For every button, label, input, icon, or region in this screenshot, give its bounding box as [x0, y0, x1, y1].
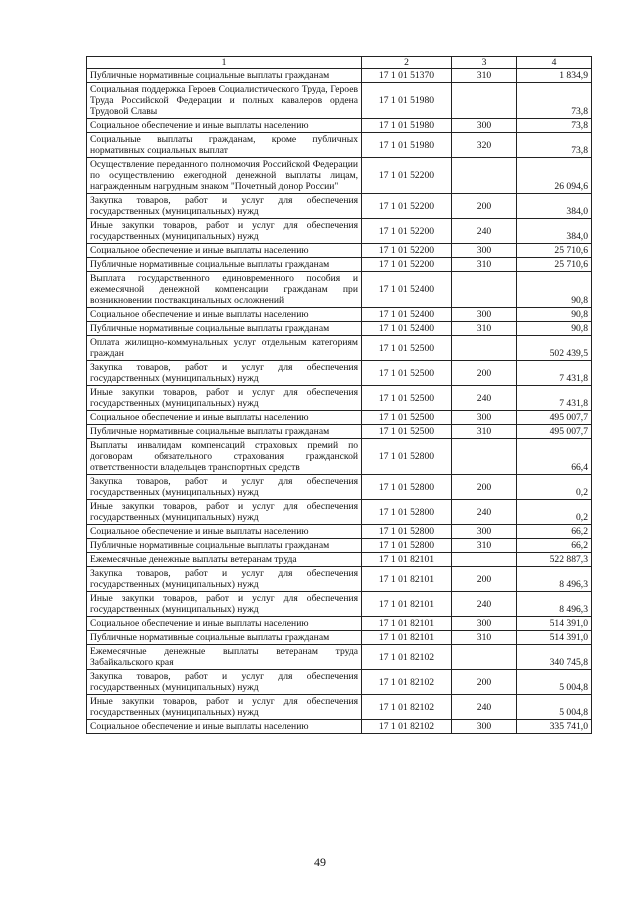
budget-table	[86, 56, 592, 734]
row-name: Закупка товаров, работ и услуг для обеспечения государственных (муниципальных) нужд	[87, 567, 362, 592]
row-name: Закупка товаров, работ и услуг для обеспечения государственных (муниципальных) нужд	[87, 670, 362, 695]
table-row	[87, 258, 592, 272]
row-expense-type: 200	[452, 567, 517, 592]
row-amount: 8 496,3	[517, 592, 592, 617]
row-expense-type	[452, 439, 517, 475]
row-name: Социальное обеспечение и иные выплаты населению	[87, 308, 362, 322]
row-code: 17 1 01 51980	[362, 133, 452, 158]
table-row	[87, 553, 592, 567]
row-amount: 0,2	[517, 500, 592, 525]
row-expense-type: 300	[452, 308, 517, 322]
row-code: 17 1 01 82101	[362, 567, 452, 592]
row-expense-type: 240	[452, 695, 517, 720]
table-row	[87, 322, 592, 336]
row-expense-type: 310	[452, 631, 517, 645]
row-amount: 90,8	[517, 322, 592, 336]
row-expense-type: 310	[452, 539, 517, 553]
row-expense-type: 300	[452, 720, 517, 734]
row-amount: 495 007,7	[517, 411, 592, 425]
table-row	[87, 425, 592, 439]
row-amount: 502 439,5	[517, 336, 592, 361]
row-code: 17 1 01 82101	[362, 592, 452, 617]
row-code: 17 1 01 52800	[362, 475, 452, 500]
row-expense-type: 320	[452, 133, 517, 158]
row-code: 17 1 01 82102	[362, 670, 452, 695]
row-code: 17 1 01 52500	[362, 336, 452, 361]
table-row	[87, 645, 592, 670]
table-row	[87, 272, 592, 308]
row-amount: 495 007,7	[517, 425, 592, 439]
row-name: Социальное обеспечение и иные выплаты населению	[87, 525, 362, 539]
row-name: Иные закупки товаров, работ и услуг для обеспечения государственных (муниципальных) нужд	[87, 500, 362, 525]
row-code: 17 1 01 82101	[362, 631, 452, 645]
row-code: 17 1 01 82102	[362, 645, 452, 670]
row-name: Социальное обеспечение и иные выплаты населению	[87, 244, 362, 258]
row-code: 17 1 01 52200	[362, 194, 452, 219]
table-row	[87, 83, 592, 119]
row-code: 17 1 01 52200	[362, 258, 452, 272]
table-row	[87, 386, 592, 411]
row-expense-type	[452, 83, 517, 119]
row-expense-type: 300	[452, 617, 517, 631]
row-amount: 7 431,8	[517, 386, 592, 411]
row-amount: 335 741,0	[517, 720, 592, 734]
table-row	[87, 695, 592, 720]
row-name: Выплата государственного единовременного пособия и ежемесячной денежной компенсации гражданам при возникновении поствакцинальных осложнений	[87, 272, 362, 308]
row-amount: 90,8	[517, 308, 592, 322]
row-expense-type: 240	[452, 500, 517, 525]
row-amount: 73,8	[517, 119, 592, 133]
table-row	[87, 194, 592, 219]
row-expense-type: 200	[452, 670, 517, 695]
table-row	[87, 567, 592, 592]
table-row	[87, 219, 592, 244]
row-expense-type: 200	[452, 194, 517, 219]
row-amount: 73,8	[517, 83, 592, 119]
row-name: Осуществление переданного полномочия Российской Федерации по осуществлению ежегодной денежной выплаты лицам, награжденным нагрудным знаком "Почетный донор России"	[87, 158, 362, 194]
row-amount: 25 710,6	[517, 244, 592, 258]
row-amount: 514 391,0	[517, 617, 592, 631]
row-expense-type: 240	[452, 592, 517, 617]
row-code: 17 1 01 51980	[362, 119, 452, 133]
table-row	[87, 308, 592, 322]
row-amount: 66,4	[517, 439, 592, 475]
row-expense-type: 300	[452, 119, 517, 133]
row-name: Ежемесячные денежные выплаты ветеранам труда	[87, 553, 362, 567]
row-name: Закупка товаров, работ и услуг для обеспечения государственных (муниципальных) нужд	[87, 194, 362, 219]
row-expense-type	[452, 336, 517, 361]
row-expense-type: 240	[452, 219, 517, 244]
table-row	[87, 411, 592, 425]
table-row	[87, 69, 592, 83]
row-name: Выплаты инвалидам компенсаций страховых премий по договорам обязательного страхования гражданской ответственности владельцев транспортных средств	[87, 439, 362, 475]
row-amount: 514 391,0	[517, 631, 592, 645]
row-expense-type: 240	[452, 386, 517, 411]
header-col-1: 1	[87, 57, 362, 69]
table-row	[87, 133, 592, 158]
table-row	[87, 539, 592, 553]
header-col-2: 2	[362, 57, 452, 69]
row-amount: 73,8	[517, 133, 592, 158]
table-row	[87, 336, 592, 361]
table-row	[87, 525, 592, 539]
table-row	[87, 158, 592, 194]
table-row	[87, 119, 592, 133]
row-amount: 25 710,6	[517, 258, 592, 272]
row-amount: 0,2	[517, 475, 592, 500]
row-code: 17 1 01 52500	[362, 361, 452, 386]
row-amount: 5 004,8	[517, 695, 592, 720]
header-col-3: 3	[452, 57, 517, 69]
row-amount: 8 496,3	[517, 567, 592, 592]
table-body	[87, 69, 592, 734]
row-amount: 340 745,8	[517, 645, 592, 670]
row-name: Иные закупки товаров, работ и услуг для обеспечения государственных (муниципальных) нужд	[87, 592, 362, 617]
row-code: 17 1 01 52200	[362, 219, 452, 244]
row-name: Оплата жилищно-коммунальных услуг отдельным категориям граждан	[87, 336, 362, 361]
row-name: Социальное обеспечение и иные выплаты населению	[87, 411, 362, 425]
row-amount: 384,0	[517, 194, 592, 219]
row-code: 17 1 01 52800	[362, 439, 452, 475]
row-code: 17 1 01 52800	[362, 525, 452, 539]
row-expense-type: 310	[452, 322, 517, 336]
row-code: 17 1 01 51980	[362, 83, 452, 119]
row-expense-type: 200	[452, 475, 517, 500]
row-code: 17 1 01 52500	[362, 425, 452, 439]
row-code: 17 1 01 52400	[362, 322, 452, 336]
row-code: 17 1 01 52400	[362, 272, 452, 308]
row-expense-type: 300	[452, 244, 517, 258]
row-code: 17 1 01 52200	[362, 244, 452, 258]
row-amount: 7 431,8	[517, 361, 592, 386]
row-amount: 5 004,8	[517, 670, 592, 695]
row-name: Социальное обеспечение и иные выплаты населению	[87, 119, 362, 133]
table-row	[87, 244, 592, 258]
row-code: 17 1 01 82102	[362, 720, 452, 734]
row-amount: 1 834,9	[517, 69, 592, 83]
row-name: Социальное обеспечение и иные выплаты населению	[87, 617, 362, 631]
row-expense-type	[452, 553, 517, 567]
row-amount: 384,0	[517, 219, 592, 244]
row-amount: 90,8	[517, 272, 592, 308]
row-amount: 66,2	[517, 539, 592, 553]
row-name: Социальные выплаты гражданам, кроме публичных нормативных социальных выплат	[87, 133, 362, 158]
row-name: Публичные нормативные социальные выплаты гражданам	[87, 322, 362, 336]
row-code: 17 1 01 52400	[362, 308, 452, 322]
page-number: 49	[314, 855, 326, 869]
row-code: 17 1 01 52200	[362, 158, 452, 194]
header-row	[87, 57, 592, 69]
table-row	[87, 500, 592, 525]
table-row	[87, 631, 592, 645]
row-amount: 522 887,3	[517, 553, 592, 567]
row-code: 17 1 01 52800	[362, 500, 452, 525]
row-name: Иные закупки товаров, работ и услуг для обеспечения государственных (муниципальных) нужд	[87, 386, 362, 411]
row-name: Публичные нормативные социальные выплаты гражданам	[87, 539, 362, 553]
table-row	[87, 617, 592, 631]
row-expense-type: 310	[452, 258, 517, 272]
table-row	[87, 720, 592, 734]
row-code: 17 1 01 51370	[362, 69, 452, 83]
row-name: Публичные нормативные социальные выплаты гражданам	[87, 425, 362, 439]
row-expense-type: 200	[452, 361, 517, 386]
row-name: Социальное обеспечение и иные выплаты населению	[87, 720, 362, 734]
row-expense-type	[452, 158, 517, 194]
row-amount: 66,2	[517, 525, 592, 539]
row-code: 17 1 01 52500	[362, 411, 452, 425]
row-name: Закупка товаров, работ и услуг для обеспечения государственных (муниципальных) нужд	[87, 361, 362, 386]
row-name: Публичные нормативные социальные выплаты гражданам	[87, 258, 362, 272]
row-name: Иные закупки товаров, работ и услуг для обеспечения государственных (муниципальных) нужд	[87, 219, 362, 244]
table-row	[87, 670, 592, 695]
row-expense-type	[452, 645, 517, 670]
table-row	[87, 592, 592, 617]
row-name: Публичные нормативные социальные выплаты гражданам	[87, 631, 362, 645]
header-col-4: 4	[517, 57, 592, 69]
row-expense-type: 310	[452, 425, 517, 439]
row-name: Иные закупки товаров, работ и услуг для обеспечения государственных (муниципальных) нужд	[87, 695, 362, 720]
row-name: Социальная поддержка Героев Социалистического Труда, Героев Труда Российской Федерации и полных кавалеров ордена Трудовой Славы	[87, 83, 362, 119]
row-name: Публичные нормативные социальные выплаты гражданам	[87, 69, 362, 83]
row-expense-type: 310	[452, 69, 517, 83]
row-name: Ежемесячные денежные выплаты ветеранам труда Забайкальского края	[87, 645, 362, 670]
row-code: 17 1 01 82101	[362, 617, 452, 631]
row-code: 17 1 01 52800	[362, 539, 452, 553]
row-code: 17 1 01 52500	[362, 386, 452, 411]
row-expense-type: 300	[452, 411, 517, 425]
table-row	[87, 361, 592, 386]
row-expense-type: 300	[452, 525, 517, 539]
row-code: 17 1 01 82102	[362, 695, 452, 720]
table-row	[87, 475, 592, 500]
row-name: Закупка товаров, работ и услуг для обеспечения государственных (муниципальных) нужд	[87, 475, 362, 500]
row-code: 17 1 01 82101	[362, 553, 452, 567]
row-expense-type	[452, 272, 517, 308]
table-row	[87, 439, 592, 475]
row-amount: 26 094,6	[517, 158, 592, 194]
